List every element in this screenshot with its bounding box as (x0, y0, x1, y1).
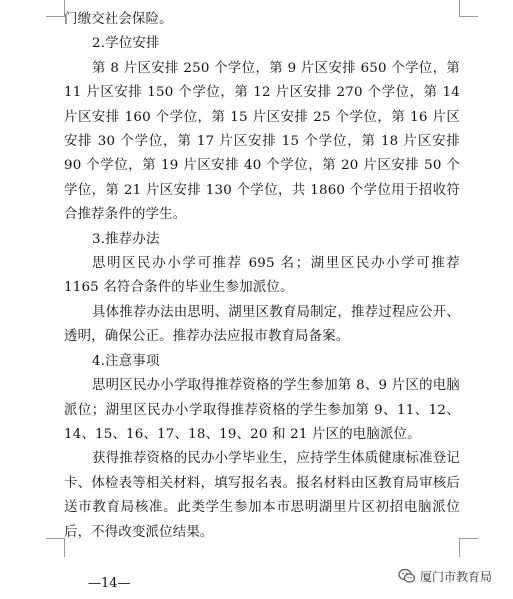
paragraph-seat-allocation: 第 8 片区安排 250 个学位，第 9 片区安排 650 个学位，第 11 片区安排 150 个学位，第 12 片区安排 270 个学位，第 14 片区安排 160 个学位，第 15 片区安排 25 个学位，第 16 片区安排 30 个学位，第 17 片区安排 15 个学位，第 18 片区安排 90 个学位，第 19 片区安排 40 个学位，第 20 片区安排 50 个学位，第 21 片区安排 130 个学位，共 1860 个学位用于招收符合推荐条件的学生。 (64, 60, 460, 223)
page-number: —14— (88, 576, 131, 591)
paragraph-recommendation-method: 具体推荐办法由思明、湖里区教育局制定，推荐过程应公开、透明，确保公正。推荐办法应报市教育局备案。 (64, 304, 460, 345)
crop-mark-top-right (459, 0, 478, 17)
paragraph-continuation: 门缴交社会保险。 (64, 12, 173, 27)
crop-mark-top-left (46, 0, 65, 17)
section-heading-recommendation: 3.推荐办法 (92, 231, 160, 247)
document-body (64, 8, 460, 545)
crop-mark-bottom-right (459, 538, 478, 557)
paragraph-lottery-zones: 思明区民办小学取得推荐资格的学生参加第 8、9 片区的电脑派位；湖里区民办小学取得推荐资格的学生参加第 9、11、12、14、15、16、17、18、19、20 和 21 片区的电脑派位。 (64, 378, 460, 442)
wechat-icon (398, 567, 416, 585)
watermark-label: 厦门市教育局 (420, 569, 493, 584)
section-heading-seat-allocation: 2.学位安排 (92, 36, 160, 52)
wechat-watermark (398, 566, 492, 586)
paragraph-registration: 获得推荐资格的民办小学毕业生，应持学生体质健康标准登记卡、体检表等相关材料，填写报名表。报名材料由区教育局审核后送市教育局核准。此类学生参加本市思明湖里片区初招电脑派位后，不得改变派位结果。 (64, 451, 460, 540)
paragraph-recommendation-quota: 思明区民办小学可推荐 695 名；湖里区民办小学可推荐 1165 名符合条件的毕业生参加派位。 (64, 256, 460, 296)
section-heading-notes: 4.注意事项 (92, 353, 160, 369)
crop-mark-bottom-left (46, 538, 65, 557)
